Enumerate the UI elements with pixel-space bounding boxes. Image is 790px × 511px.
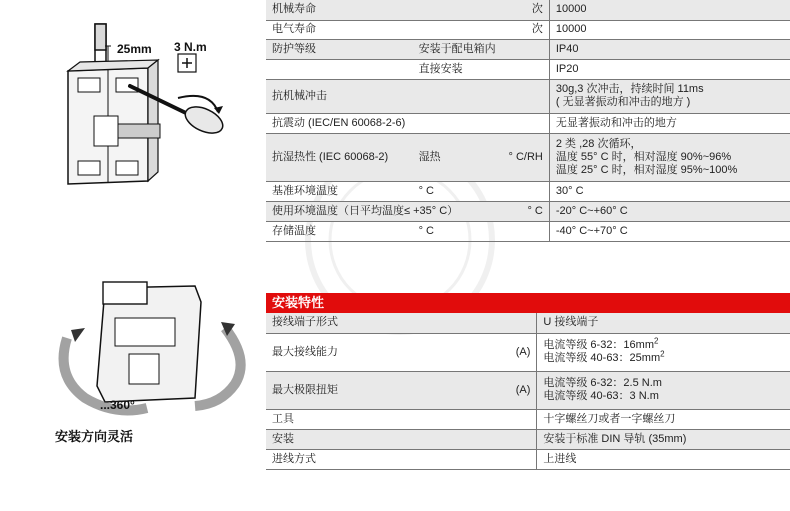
table-row <box>266 371 790 409</box>
table-row <box>266 221 790 241</box>
row-unit: ° C/RH <box>503 133 550 181</box>
row-value: U 接线端子 <box>537 313 790 333</box>
row-unit <box>485 409 537 429</box>
row-unit <box>503 221 550 241</box>
row-unit <box>485 313 537 333</box>
row-sub: 湿热 <box>413 133 503 181</box>
value-line: 电流等级 40-63：3 N.m <box>543 390 659 402</box>
table-row <box>266 313 790 333</box>
table-row <box>266 59 790 79</box>
row-value: 十字螺丝刀或者一字螺丝刀 <box>537 409 790 429</box>
row-sub <box>413 79 503 113</box>
row-label: 存储温度 <box>266 221 413 241</box>
rotation-illustration <box>45 278 260 418</box>
row-label: 使用环境温度（日平均温度≤ +35° C） <box>266 201 503 221</box>
row-label: 安装 <box>266 429 485 449</box>
row-label: 抗震动 (IEC/EN 60068-2-6) <box>266 113 549 133</box>
row-label: 最大接线能力 <box>266 333 485 371</box>
row-unit: ° C <box>503 201 550 221</box>
row-value <box>549 79 790 113</box>
row-unit <box>485 449 537 469</box>
row-unit <box>503 181 550 201</box>
row-value: -40° C~+70° C <box>549 221 790 241</box>
row-value: -20° C~+60° C <box>549 201 790 221</box>
row-unit <box>485 429 537 449</box>
row-sub <box>413 0 503 20</box>
superscript: 2 <box>660 349 665 359</box>
row-value: 10000 <box>549 20 790 39</box>
table-row <box>266 113 790 133</box>
row-label: 电气寿命 <box>266 20 413 39</box>
row-value: 10000 <box>549 0 790 20</box>
value-line: 电流等级 6-32：2.5 N.m <box>543 377 662 389</box>
superscript: 2 <box>654 336 659 346</box>
row-sub <box>413 20 503 39</box>
value-line: 2 类 ,28 次循环， <box>555 137 642 150</box>
illustration-panel <box>0 0 262 511</box>
spec-table-general <box>266 0 790 242</box>
row-sub: ° C <box>413 181 503 201</box>
rotation-label: ...360° <box>100 398 135 412</box>
row-label <box>266 59 413 79</box>
table-row <box>266 409 790 429</box>
value-line: 温度 25° C 时，相对湿度 95%~100% <box>555 163 738 176</box>
table-row <box>266 39 790 59</box>
table-row <box>266 201 790 221</box>
row-label: 基准环境温度 <box>266 181 413 201</box>
flexible-mounting-caption: 安装方向灵活 <box>55 429 134 444</box>
install-section-header: 安装特性 <box>266 293 790 313</box>
row-value <box>549 133 790 181</box>
row-unit: 次 <box>503 0 550 20</box>
row-sub: ° C <box>413 221 503 241</box>
value-line: 电流等级 40-63：$25mm^2$ <box>543 349 665 364</box>
row-value: IP20 <box>549 59 790 79</box>
spec-table-installation <box>266 313 790 470</box>
table-row <box>266 133 790 181</box>
value-line: ( 无显著振动和冲击的地方 ) <box>555 96 691 108</box>
value-line: 电流等级 6-32：$16mm^2$ <box>543 336 659 351</box>
row-label: 进线方式 <box>266 449 485 469</box>
row-unit <box>503 59 550 79</box>
row-label: 抗机械冲击 <box>266 79 413 113</box>
row-value: IP40 <box>549 39 790 59</box>
row-value: 30° C <box>549 181 790 201</box>
value-line: 温度 55° C 时，相对湿度 90%~96% <box>555 150 732 163</box>
row-value: 上进线 <box>537 449 790 469</box>
row-unit: 次 <box>503 20 550 39</box>
wire-strip-label: 25mm <box>117 42 152 56</box>
row-sub: 直接安装 <box>413 59 503 79</box>
row-label: 抗湿热性 (IEC 60068-2) <box>266 133 413 181</box>
row-label: 最大极限扭矩 <box>266 371 485 409</box>
row-label: 机械寿命 <box>266 0 413 20</box>
table-row <box>266 429 790 449</box>
row-unit <box>503 79 550 113</box>
table-row <box>266 449 790 469</box>
table-row <box>266 0 790 20</box>
row-value <box>537 333 790 371</box>
torque-label: 3 N.m <box>174 40 207 54</box>
table-row <box>266 20 790 39</box>
row-label: 工具 <box>266 409 485 429</box>
row-value: 无显著振动和冲击的地方 <box>549 113 790 133</box>
row-unit <box>503 39 550 59</box>
table-row <box>266 79 790 113</box>
row-value: 安装于标准 DIN 导轨 (35mm) <box>537 429 790 449</box>
table-row <box>266 181 790 201</box>
row-unit: (A) <box>485 371 537 409</box>
table-row <box>266 333 790 371</box>
row-sub: 安装于配电箱内 <box>413 39 503 59</box>
row-label: 防护等级 <box>266 39 413 59</box>
value-line: 30g,3 次冲击，持续时间 11ms <box>555 83 704 95</box>
row-value <box>537 371 790 409</box>
row-unit: (A) <box>485 333 537 371</box>
row-label: 接线端子形式 <box>266 313 485 333</box>
